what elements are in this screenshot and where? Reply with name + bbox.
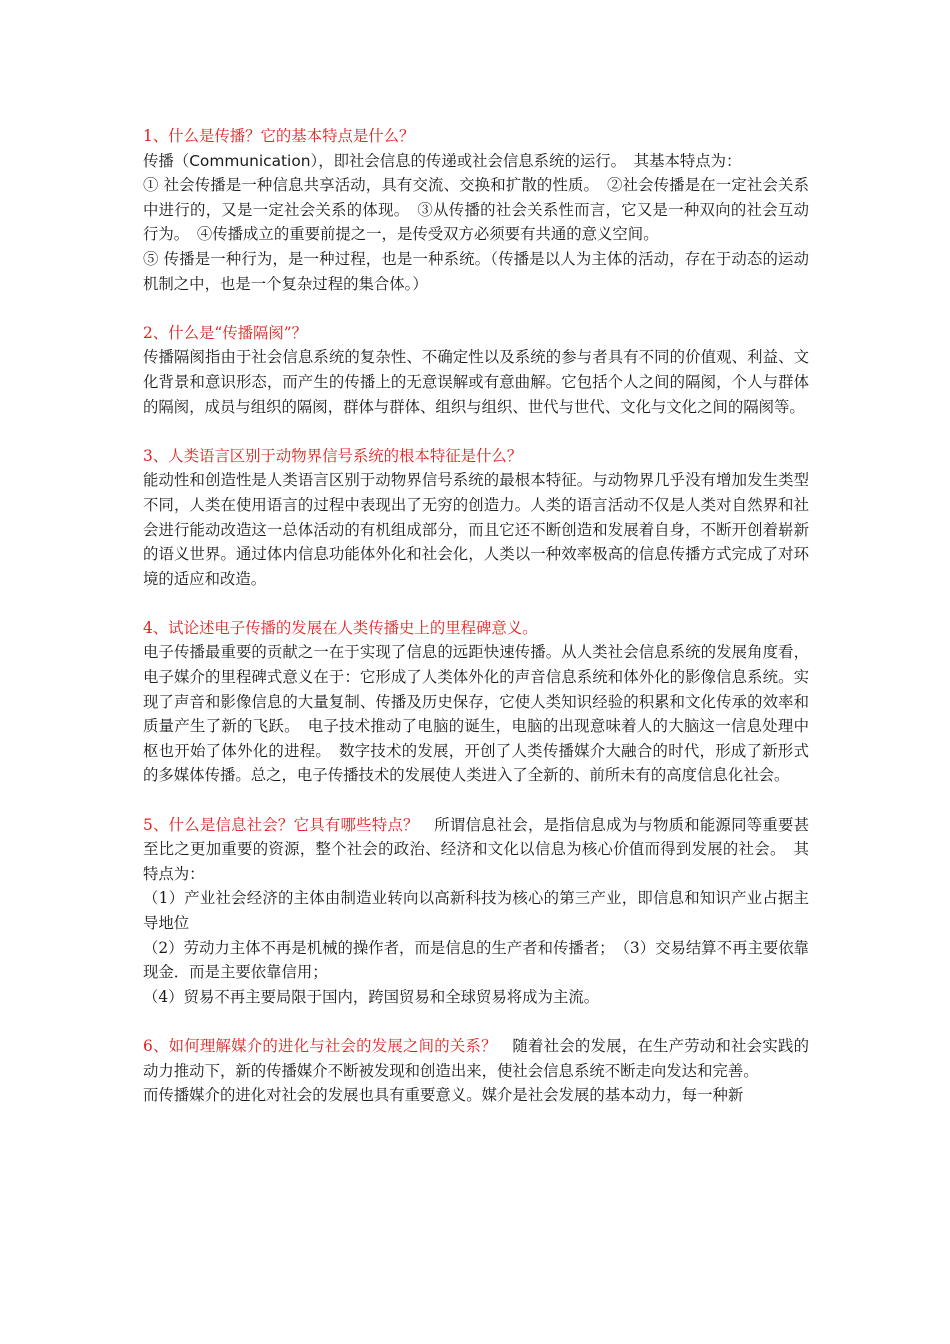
answer-5-intro-text: 所谓信息社会，是指信息成为与物质和能源同等重要甚至比之更加重要的资源，整个社会的政治、经济和文化以信息为核心价值而得到发展的社会。 其特点为：: [143, 815, 809, 883]
answer-5-intro: [143, 813, 809, 887]
question-6-heading: 6、如何理解媒介的进化与社会的发展之间的关系？: [143, 1036, 497, 1055]
question-5-heading: 5、什么是信息社会？它具有哪些特点？: [143, 815, 419, 834]
answer-6-intro: [143, 1034, 809, 1083]
question-1-heading: 1、什么是传播？它的基本特点是什么？: [143, 127, 415, 145]
answer-5-item-4: （4）贸易不再主要局限于国内，跨国贸易和全球贸易将成为主流。: [143, 987, 600, 1006]
section-1: [143, 124, 809, 296]
section-5: [143, 813, 809, 1010]
answer-2-body: 传播隔阂指由于社会信息系统的复杂性、不确定性以及系统的参与者具有不同的价值观、利益、文化背景和意识形态，而产生的传播上的无意误解或有意曲解。它包括个人之间的隔阂，个人与群体的隔阂，成员与组织的隔阂，群体与群体、组织与组织、世代与世代、文化与文化之间的隔阂等。: [143, 348, 809, 416]
document-page: [143, 124, 809, 1132]
answer-1-feature-5: ⑤ 传播是一种行为，是一种过程，也是一种系统。（传播是以人为主体的活动，存在于动态的运动机制之中，也是一个复杂过程的集合体。）: [143, 249, 809, 293]
answer-6-intro-text: 随着社会的发展，在生产劳动和社会实践的动力推动下，新的传播媒介不断被发现和创造出来，使社会信息系统不断走向发达和完善。: [143, 1036, 809, 1080]
answer-3-body: 能动性和创造性是人类语言区别于动物界信号系统的最根本特征。与动物界几乎没有增加发生类型不同，人类在使用语言的过程中表现出了无穷的创造力。人类的语言活动不仅是人类对自然界和社会进行能动改造这一总体活动的有机组成部分，而且它还不断创造和发展着自身，不断开创着崭新的语义世界。通过体内信息功能体外化和社会化，人类以一种效率极高的信息传播方式完成了对环境的适应和改造。: [143, 471, 809, 588]
answer-5-item-1: （1）产业社会经济的主体由制造业转向以高新科技为核心的第三产业，即信息和知识产业占据主导地位: [143, 889, 809, 932]
answer-1-features: ① 社会传播是一种信息共享活动，具有交流、交换和扩散的性质。 ②社会传播是在一定社会关系中进行的，又是一定社会关系的体现。 ③从传播的社会关系性而言，它又是一种双向的社会互动行为。 ④传播成立的重要前提之一，是传受双方必须要有共通的意义空间。: [143, 176, 809, 244]
answer-1-english-term: Communication: [189, 151, 311, 170]
answer-6-body: 而传播媒介的进化对社会的发展也具有重要意义。媒介是社会发展的基本动力，每一种新: [143, 1086, 744, 1105]
answer-5-item-2-3: （2）劳动力主体不再是机械的操作者，而是信息的生产者和传播者； （3）交易结算不再主要依靠现金．而是主要依靠信用；: [143, 938, 809, 982]
answer-1-intro-a: 传播（: [143, 151, 190, 170]
question-2-heading: 2、什么是“传播隔阂”？: [143, 323, 308, 342]
section-4: [143, 616, 809, 788]
question-3-heading: 3、人类语言区别于动物界信号系统的根本特征是什么？: [143, 446, 523, 465]
section-6: [143, 1034, 809, 1108]
answer-1-intro-b: ），即社会信息的传递或社会信息系统的运行。 其基本特点为：: [310, 151, 742, 170]
question-4-heading: 4、试论述电子传播的发展在人类传播史上的里程碑意义。: [143, 618, 538, 637]
section-3: [143, 444, 809, 592]
answer-4-body: 电子传播最重要的贡献之一在于实现了信息的远距快速传播。从人类社会信息系统的发展角度看，电子媒介的里程碑式意义在于：它形成了人类体外化的声音信息系统和体外化的影像信息系统。实现了声音和影像信息的大量复制、传播及历史保存，它使人类知识经验的积累和文化传承的效率和质量产生了新的飞跃。 电子技术推动了电脑的诞生，电脑的出现意味着人的大脑这一信息处理中枢也开始了体外化的进程。 数字技术的发展，开创了人类传播媒介大融合的时代，形成了新形式的多媒体传播。总之，电子传播技术的发展使人类进入了全新的、前所未有的高度信息化社会。: [143, 643, 809, 785]
answer-1-intro: [143, 149, 809, 174]
section-2: [143, 321, 809, 419]
